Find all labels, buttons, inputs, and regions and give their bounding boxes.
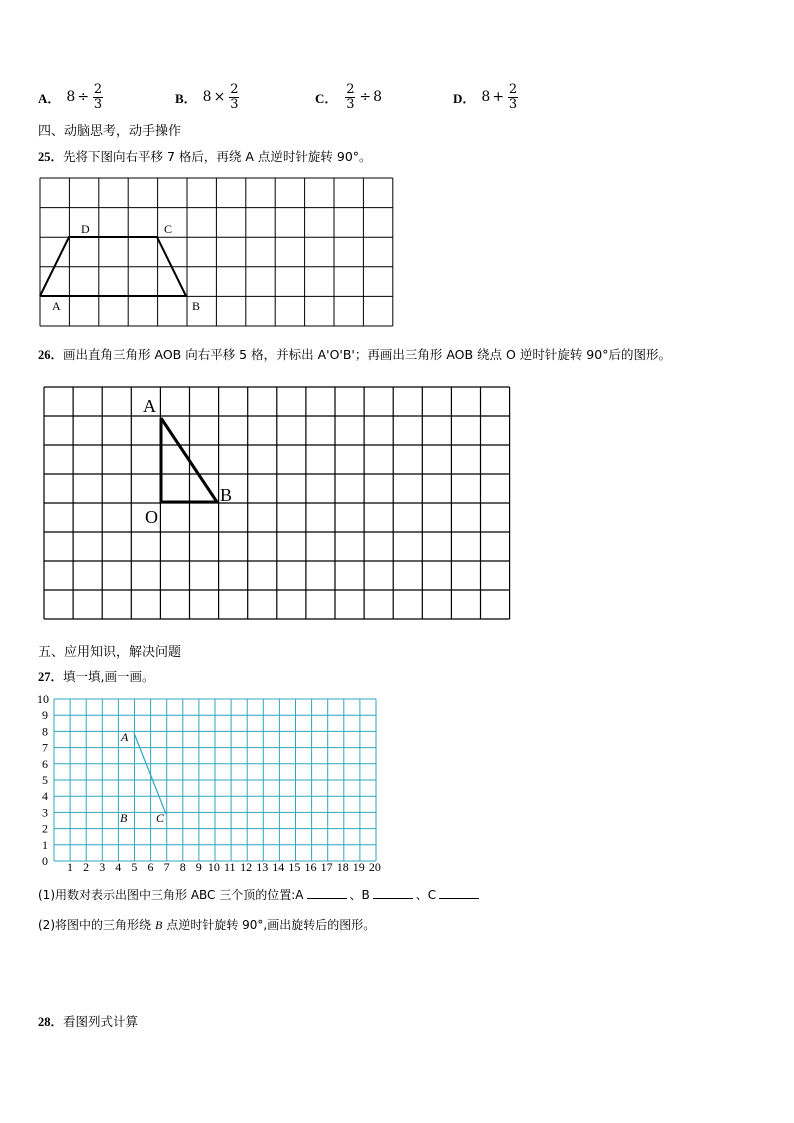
option-label: D． bbox=[453, 90, 476, 106]
x-tick-label: 9 bbox=[195, 860, 202, 874]
y-tick-label: 3 bbox=[42, 805, 48, 820]
triangle-abc bbox=[134, 733, 166, 814]
x-tick-label: 8 bbox=[179, 860, 186, 874]
y-tick-label: 0 bbox=[42, 854, 48, 868]
option-label: C． bbox=[315, 90, 338, 106]
question-27: 27．填一填,画一画。 bbox=[38, 669, 155, 684]
option-b: B． 8 × $\frac{2}{3}$ bbox=[175, 81, 239, 112]
x-tick-label: 16 bbox=[304, 860, 317, 874]
x-tick-label: 14 bbox=[272, 860, 285, 874]
answer-blank-a[interactable] bbox=[307, 888, 347, 899]
y-tick-label: 4 bbox=[42, 789, 48, 804]
y-tick-label: 2 bbox=[42, 821, 48, 836]
label-b: B bbox=[120, 811, 128, 825]
label-c: C bbox=[164, 222, 173, 236]
x-tick-label: 17 bbox=[320, 860, 333, 874]
y-tick-label: 9 bbox=[42, 708, 48, 723]
x-tick-label: 6 bbox=[147, 860, 154, 874]
x-tick-label: 20 bbox=[368, 860, 381, 874]
x-tick-label: 12 bbox=[240, 860, 253, 874]
x-tick-label: 2 bbox=[83, 860, 90, 874]
label-a: A bbox=[121, 730, 129, 744]
question-27-part-1: (1)用数对表示出图中三角形 ABC 三个顶的位置:A 、B 、C bbox=[38, 886, 482, 903]
fraction: $\frac{2}{3}$ bbox=[508, 81, 518, 112]
section-4-heading: 四、动脑思考，动手操作 bbox=[38, 124, 182, 139]
question-25: 25．先将下图向右平移 7 格后，再绕 A 点逆时针旋转 90°。 bbox=[38, 149, 372, 164]
label-b: B bbox=[220, 485, 233, 505]
y-tick-label: 7 bbox=[42, 740, 48, 755]
x-tick-label: 3 bbox=[99, 860, 106, 874]
label-b: B bbox=[192, 299, 201, 313]
fraction: $\frac{2}{3}$ bbox=[230, 81, 239, 112]
fraction: $\frac{2}{3}$ bbox=[93, 81, 103, 112]
label-a: A bbox=[52, 299, 61, 313]
option-d: D． 8 + $\frac{2}{3}$ bbox=[453, 81, 518, 112]
x-tick-label: 11 bbox=[224, 860, 236, 874]
question-27-part-2: (2)将图中的三角形绕 B 点逆时针旋转 90°,画出旋转后的图形。 bbox=[38, 918, 376, 932]
y-tick-label: 5 bbox=[42, 773, 48, 787]
x-tick-label: 5 bbox=[131, 860, 138, 874]
x-tick-label: 1 bbox=[67, 860, 73, 874]
x-tick-label: 19 bbox=[352, 860, 365, 874]
x-tick-label: 10 bbox=[207, 860, 220, 874]
question-26: 26．画出直角三角形 AOB 向右平移 5 格，并标出 A'O'B'；再画出三角形 AOB 绕点 O 逆时针旋转 90°后的图形。 bbox=[38, 347, 671, 362]
x-tick-label: 15 bbox=[288, 860, 301, 874]
label-a: A bbox=[143, 396, 156, 416]
section-5-heading: 五、应用知识，解决问题 bbox=[38, 645, 182, 660]
y-tick-label: 1 bbox=[42, 837, 48, 852]
question-28: 28．看图列式计算 bbox=[38, 1014, 139, 1029]
q26-grid-figure bbox=[40, 384, 515, 624]
label-o: O bbox=[145, 507, 158, 527]
x-tick-label: 18 bbox=[336, 860, 349, 874]
q25-grid-figure bbox=[30, 170, 400, 335]
option-label: B． bbox=[175, 90, 197, 106]
answer-blank-b[interactable] bbox=[373, 888, 413, 899]
x-tick-label: 4 bbox=[115, 860, 122, 874]
y-tick-label: 10 bbox=[37, 692, 49, 706]
label-d: D bbox=[81, 222, 90, 236]
x-tick-label: 13 bbox=[256, 860, 269, 874]
y-tick-label: 8 bbox=[42, 724, 48, 739]
label-c: C bbox=[156, 811, 165, 825]
answer-blank-c[interactable] bbox=[439, 888, 479, 899]
option-label: A． bbox=[38, 90, 61, 106]
y-tick-label: 6 bbox=[42, 756, 48, 771]
option-c: C． $\frac{2}{3}$ ÷ 8 bbox=[315, 81, 383, 112]
x-tick-label: 7 bbox=[163, 860, 170, 874]
fraction: $\frac{2}{3}$ bbox=[346, 81, 355, 112]
q27-coordinate-grid bbox=[28, 688, 388, 876]
option-a: A． 8 ÷ $\frac{2}{3}$ bbox=[38, 81, 103, 112]
